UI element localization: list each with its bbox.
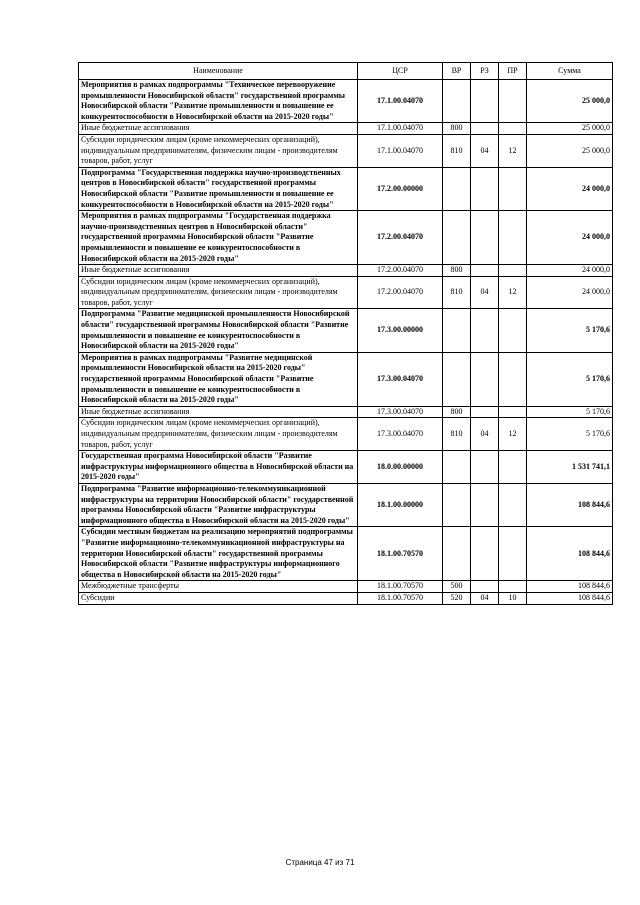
table-row xyxy=(79,592,613,604)
row-pr xyxy=(499,80,527,123)
row-pr: 12 xyxy=(499,276,527,309)
row-sum: 24 000,0 xyxy=(527,276,613,309)
row-csr: 18.1.00.70570 xyxy=(358,581,443,593)
table-row xyxy=(79,451,613,484)
row-vr xyxy=(443,309,471,352)
header-csr: ЦСР xyxy=(358,63,443,80)
row-name: Подпрограмма "Государственная поддержка научно-производственных центров в Новосибирской области" государственной программы Новосибирской области "Развитие промышленности и повышение ее конкурентоспособности в Новосибирской области на 2015-2020 годы" xyxy=(79,167,358,210)
row-rz xyxy=(471,352,499,406)
row-sum: 25 000,0 xyxy=(527,134,613,167)
row-sum: 25 000,0 xyxy=(527,123,613,135)
row-csr: 18.0.00.00000 xyxy=(358,451,443,484)
row-vr: 800 xyxy=(443,123,471,135)
row-pr xyxy=(499,527,527,581)
row-vr xyxy=(443,527,471,581)
table-row xyxy=(79,167,613,210)
row-rz xyxy=(471,265,499,277)
row-name: Субсидии юридическим лицам (кроме некоммерческих организаций), индивидуальным предпринимателям, физическим лицам - производителям товаров, работ, услуг xyxy=(79,134,358,167)
table-header-row xyxy=(79,63,613,80)
row-vr xyxy=(443,483,471,526)
row-sum: 24 000,0 xyxy=(527,211,613,265)
table-row xyxy=(79,581,613,593)
row-rz: 04 xyxy=(471,276,499,309)
row-pr xyxy=(499,483,527,526)
table-row xyxy=(79,211,613,265)
table-row xyxy=(79,276,613,309)
row-sum: 5 170,6 xyxy=(527,352,613,406)
row-name: Мероприятия в рамках подпрограммы "Развитие медицинской промышленности Новосибирской области на 2015-2020 годы" государственной программы Новосибирской области "Развитие промышленности и повышение ее конкурентоспособности в Новосибирской области на 2015-2020 годы" xyxy=(79,352,358,406)
row-pr xyxy=(499,123,527,135)
header-rz: РЗ xyxy=(471,63,499,80)
row-name: Подпрограмма "Развитие медицинской промышленности Новосибирской области" государственной программы Новосибирской области "Развитие промышленности и повышение ее конкурентоспособности в Новосибирской области на 2015-2020 годы" xyxy=(79,309,358,352)
row-rz xyxy=(471,167,499,210)
row-pr: 10 xyxy=(499,592,527,604)
row-sum: 25 000,0 xyxy=(527,80,613,123)
row-sum: 108 844,6 xyxy=(527,581,613,593)
row-rz: 04 xyxy=(471,592,499,604)
budget-table xyxy=(78,62,613,605)
row-pr xyxy=(499,451,527,484)
table-row xyxy=(79,527,613,581)
row-vr: 810 xyxy=(443,276,471,309)
row-sum: 5 170,6 xyxy=(527,418,613,451)
row-vr: 810 xyxy=(443,134,471,167)
row-pr xyxy=(499,309,527,352)
row-csr: 18.1.00.70570 xyxy=(358,527,443,581)
table-row xyxy=(79,418,613,451)
row-name: Субсидии местным бюджетам на реализацию мероприятий подпрограммы "Развитие информационно-телекоммуникационной инфраструктуры на территории Новосибирской области" государственной программы Новосибирской области "Развитие инфраструктуры информационного общества в Новосибирской области на 2015-2020 годы" xyxy=(79,527,358,581)
row-csr: 17.1.00.04070 xyxy=(358,123,443,135)
table-row xyxy=(79,406,613,418)
row-csr: 17.3.00.04070 xyxy=(358,406,443,418)
row-rz xyxy=(471,483,499,526)
page-number: Страница 47 из 71 xyxy=(285,858,355,867)
header-sum: Сумма xyxy=(527,63,613,80)
row-name: Межбюджетные трансферты xyxy=(79,581,358,593)
row-pr xyxy=(499,167,527,210)
row-pr: 12 xyxy=(499,418,527,451)
header-vr: ВР xyxy=(443,63,471,80)
row-csr: 17.2.00.00000 xyxy=(358,167,443,210)
row-name: Иные бюджетные ассигнования xyxy=(79,265,358,277)
row-name: Иные бюджетные ассигнования xyxy=(79,123,358,135)
row-vr xyxy=(443,451,471,484)
row-rz: 04 xyxy=(471,134,499,167)
row-sum: 108 844,6 xyxy=(527,592,613,604)
row-pr: 12 xyxy=(499,134,527,167)
row-pr xyxy=(499,406,527,418)
row-sum: 108 844,6 xyxy=(527,527,613,581)
row-vr: 800 xyxy=(443,265,471,277)
row-name: Мероприятия в рамках подпрограммы "Государственная поддержка научно-производственных центров в Новосибирской области" государственной программы Новосибирской области "Развитие промышленности и повышение ее конкурентоспособности в Новосибирской области на 2015-2020 годы" xyxy=(79,211,358,265)
row-vr: 500 xyxy=(443,581,471,593)
row-name: Субсидии xyxy=(79,592,358,604)
row-csr: 17.2.00.04070 xyxy=(358,265,443,277)
row-rz xyxy=(471,581,499,593)
row-vr xyxy=(443,80,471,123)
row-sum: 5 170,6 xyxy=(527,309,613,352)
row-pr xyxy=(499,265,527,277)
row-rz xyxy=(471,211,499,265)
row-csr: 17.3.00.00000 xyxy=(358,309,443,352)
row-rz xyxy=(471,406,499,418)
row-name: Иные бюджетные ассигнования xyxy=(79,406,358,418)
table-row xyxy=(79,352,613,406)
row-pr xyxy=(499,211,527,265)
row-sum: 108 844,6 xyxy=(527,483,613,526)
row-vr xyxy=(443,352,471,406)
row-name: Подпрограмма "Развитие информационно-телекоммуникационной инфраструктуры на территории Новосибирской области" государственной программы Новосибирской области "Развитие инфраструктуры информационного общества в Новосибирской области на 2015-2020 годы" xyxy=(79,483,358,526)
row-name: Субсидии юридическим лицам (кроме некоммерческих организаций), индивидуальным предпринимателям, физическим лицам - производителям товаров, работ, услуг xyxy=(79,418,358,451)
row-rz xyxy=(471,451,499,484)
row-sum: 5 170,6 xyxy=(527,406,613,418)
row-vr: 810 xyxy=(443,418,471,451)
row-rz xyxy=(471,80,499,123)
row-vr: 800 xyxy=(443,406,471,418)
header-name: Наименование xyxy=(79,63,358,80)
row-name: Государственная программа Новосибирской области "Развитие инфраструктуры информационного общества в Новосибирской области на 2015-2020 годы" xyxy=(79,451,358,484)
row-csr: 17.3.00.04070 xyxy=(358,418,443,451)
row-vr xyxy=(443,211,471,265)
table-row xyxy=(79,134,613,167)
table-row xyxy=(79,123,613,135)
row-vr xyxy=(443,167,471,210)
row-csr: 17.3.00.04070 xyxy=(358,352,443,406)
header-pr: ПР xyxy=(499,63,527,80)
table-row xyxy=(79,265,613,277)
row-sum: 1 531 741,1 xyxy=(527,451,613,484)
row-pr xyxy=(499,352,527,406)
row-rz xyxy=(471,527,499,581)
row-rz xyxy=(471,309,499,352)
row-name: Субсидии юридическим лицам (кроме некоммерческих организаций), индивидуальным предпринимателям, физическим лицам - производителям товаров, работ, услуг xyxy=(79,276,358,309)
row-sum: 24 000,0 xyxy=(527,265,613,277)
table-row xyxy=(79,309,613,352)
row-csr: 17.2.00.04070 xyxy=(358,276,443,309)
table-row xyxy=(79,483,613,526)
row-csr: 17.1.00.04070 xyxy=(358,80,443,123)
row-vr: 520 xyxy=(443,592,471,604)
table-row xyxy=(79,80,613,123)
row-csr: 18.1.00.00000 xyxy=(358,483,443,526)
row-pr xyxy=(499,581,527,593)
row-csr: 17.2.00.04070 xyxy=(358,211,443,265)
row-csr: 18.1.00.70570 xyxy=(358,592,443,604)
row-rz: 04 xyxy=(471,418,499,451)
row-rz xyxy=(471,123,499,135)
row-csr: 17.1.00.04070 xyxy=(358,134,443,167)
row-sum: 24 000,0 xyxy=(527,167,613,210)
row-name: Мероприятия в рамках подпрограммы "Техническое перевооружение промышленности Новосибирской области" государственной программы Новосибирской области "Развитие промышленности и повышение ее конкурентоспособности в Новосибирской области на 2015-2020 годы" xyxy=(79,80,358,123)
